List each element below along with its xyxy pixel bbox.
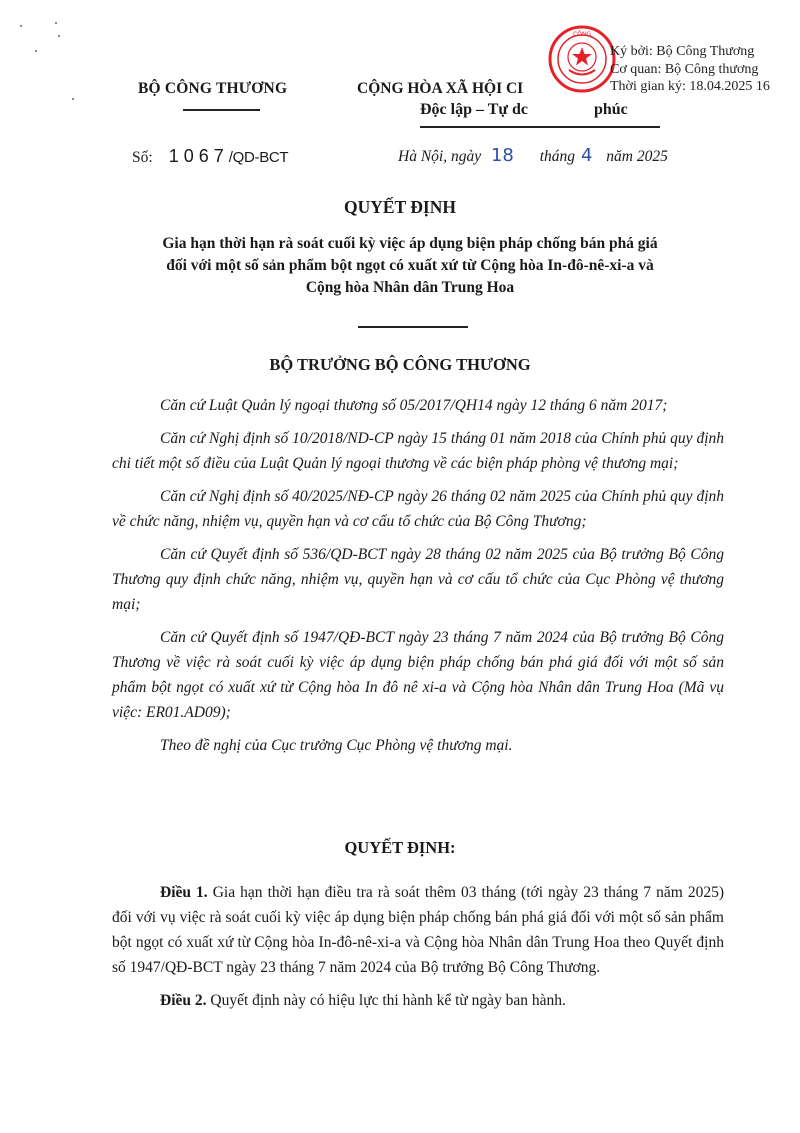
legal-basis — [112, 393, 724, 766]
digital-signature — [610, 43, 770, 96]
basis-paragraph: Căn cứ Nghị định số 10/2018/ND-CP ngày 15 tháng 01 năm 2018 của Chính phủ quy định chi tiết một số điều của Luật Quản lý ngoại thương về các biện pháp phòng vệ thương mại; — [112, 430, 724, 472]
handwritten-month: 4 — [580, 145, 593, 166]
article-label: Điều 2. — [160, 992, 207, 1009]
document-subtitle — [100, 233, 720, 299]
subtitle-line: Gia hạn thời hạn rà soát cuối kỳ việc áp dụng biện pháp chống bán phá giá — [162, 235, 658, 252]
articles — [112, 880, 724, 1021]
motto-part2: phúc — [593, 101, 628, 118]
republic-name: CỘNG HÒA XÃ HỘI CI — [357, 80, 524, 97]
article-text: Quyết định này có hiệu lực thi hành kể từ ngày ban hành. — [206, 992, 566, 1009]
scan-speck — [20, 25, 22, 27]
issuing-agency: BỘ CÔNG THƯƠNG — [138, 80, 288, 97]
handwritten-day: 18 — [490, 145, 514, 166]
basis-paragraph: Căn cứ Nghị định số 40/2025/NĐ-CP ngày 26 tháng 02 năm 2025 của Chính phủ quy định về chức năng, nhiệm vụ, quyền hạn và cơ cấu tổ chức của Bộ Công Thương; — [112, 488, 724, 530]
signing-time: Thời gian ký: 18.04.2025 16 — [610, 79, 770, 94]
basis-paragraph: Căn cứ Quyết định số 1947/QĐ-BCT ngày 23 tháng 7 năm 2024 của Bộ trưởng Bộ Công Thương về việc rà soát cuối kỳ việc áp dụng biện pháp chống bán phá giá đối với một số sản phẩm bột ngọt có xuất xứ từ Cộng hòa In đô nê xi-a và Cộng hòa Nhân dân Trung Hoa (Mã vụ việc: ER01.AD09); — [112, 629, 724, 721]
signed-by: Ký bởi: Bộ Công Thương — [610, 44, 755, 59]
title-divider — [358, 326, 468, 328]
article-2 — [112, 988, 724, 1013]
number-label: Số: — [132, 149, 153, 166]
place-date — [398, 145, 668, 166]
document-number — [132, 146, 288, 167]
basis-paragraph: Theo đề nghị của Cục trưởng Cục Phòng vệ thương mại. — [160, 737, 513, 754]
subtitle-line: đối với một số sản phẩm bột ngọt có xuất xứ từ Cộng hòa In-đô-nê-xi-a và — [166, 257, 654, 274]
decision-heading: QUYẾT ĐỊNH: — [344, 838, 456, 857]
document-title: QUYẾT ĐỊNH — [344, 197, 456, 217]
scan-speck — [58, 35, 60, 37]
red-seal-icon — [547, 24, 617, 94]
number-suffix: /QD-BCT — [228, 149, 289, 166]
basis-paragraph: Căn cứ Luật Quản lý ngoại thương số 05/2017/QH14 ngày 12 tháng 6 năm 2017; — [160, 397, 668, 414]
basis-paragraph: Căn cứ Quyết định số 536/QD-BCT ngày 28 tháng 02 năm 2025 của Bộ trưởng Bộ Công Thương quy định chức năng, nhiệm vụ, quyền hạn và cơ cấu tổ chức của Cục Phòng vệ thương mại; — [112, 546, 724, 613]
motto-underline — [420, 126, 660, 128]
place-date-prefix: Hà Nội, ngày — [398, 148, 482, 165]
article-label: Điều 1. — [160, 884, 208, 901]
motto-part1: Độc lập – Tự dc — [420, 101, 528, 118]
month-label: tháng — [539, 148, 576, 165]
article-1 — [112, 880, 724, 980]
scan-speck — [55, 22, 57, 24]
signing-organization: Cơ quan: Bộ Công thương — [610, 61, 759, 77]
national-motto — [420, 101, 628, 119]
svg-text:CÔNG: CÔNG — [572, 31, 592, 38]
authority-heading: BỘ TRƯỞNG BỘ CÔNG THƯƠNG — [269, 355, 531, 374]
year-label: năm 2025 — [606, 148, 668, 165]
subtitle-line: Cộng hòa Nhân dân Trung Hoa — [305, 279, 515, 296]
agency-underline — [183, 109, 260, 111]
article-text: Gia hạn thời hạn điều tra rà soát thêm 03 tháng (tới ngày 23 tháng 7 năm 2025) đối với vụ việc rà soát cuối kỳ việc áp dụng biện pháp chống bán phá giá đối với một số sản phẩm bột ngọt có xuất xứ từ Cộng hòa In-đô-nê-xi-a và Cộng hòa Nhân dân Trung Hoa theo Quyết định số 1947/QĐ-BCT ngày 23 tháng 7 năm 2024 của Bộ trưởng Bộ Công Thương. — [112, 884, 724, 976]
number-value: 1067 — [168, 146, 229, 166]
scan-speck — [35, 50, 37, 52]
scan-speck — [72, 98, 74, 100]
